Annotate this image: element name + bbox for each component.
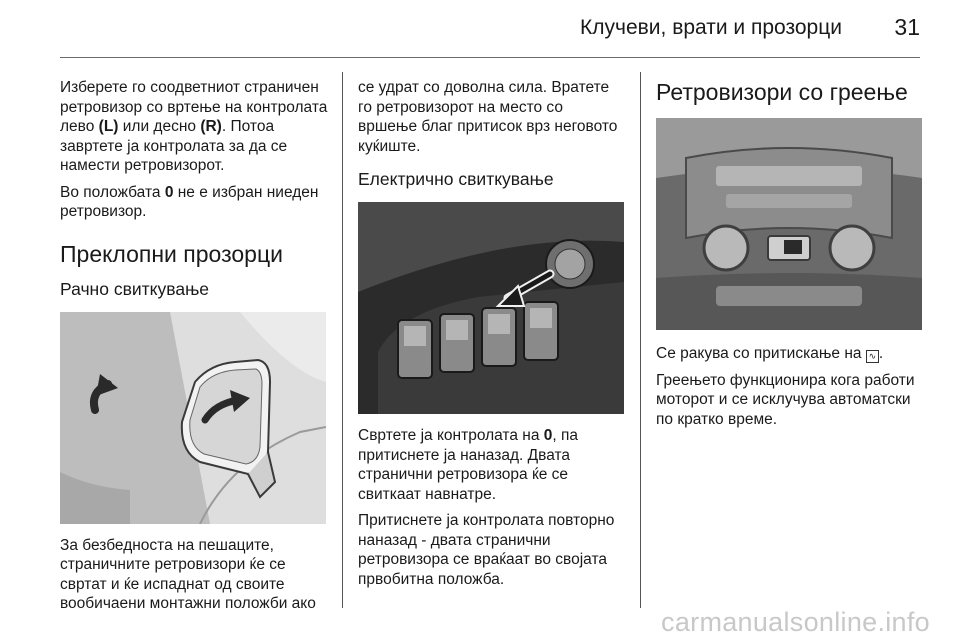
section-heading-heated-mirrors: Ретровизори со греење xyxy=(656,79,908,105)
subheading-manual-folding: Рачно свиткување xyxy=(60,278,210,299)
door-switch-panel-illustration xyxy=(358,202,624,414)
paragraph-heating-info: Греењето функционира кога работи моторот и се исклучува автоматски по кратко време. xyxy=(656,371,915,428)
column-2 xyxy=(358,78,626,596)
paragraph-turn-control: Свртете ја контролата на 0, па притиснете ја наназад. Двата странични ретровизора ќе се свиткаат навнатре. xyxy=(358,427,579,503)
chapter-title: Клучеви, врати и прозорци xyxy=(580,16,842,39)
paragraph-press-again: Притиснете ја контролата повторно наназад - двата странични ретровизора се враќаат во својата првобитна положба. xyxy=(358,512,615,588)
center-console-illustration xyxy=(656,118,922,330)
paragraph-pedestrian-safety: За безбедноста на пешаците, страничните ретровизори ќе се свртат и ќе испаднат од своите вообичаени монтажни положби ако xyxy=(60,536,316,612)
paragraph-return-mirror: се удрат со доволна сила. Вратете го ретровизорот на место со вршење благ притисок врз неговото куќиште. xyxy=(358,79,618,155)
column-3 xyxy=(656,78,924,436)
page-number: 31 xyxy=(894,14,920,40)
label-zero: 0 xyxy=(543,427,553,444)
column-1 xyxy=(60,78,328,621)
manual-fold-mirror-illustration xyxy=(60,312,326,524)
page-header xyxy=(0,0,960,58)
label-zero: 0 xyxy=(164,183,174,201)
header-rule xyxy=(60,57,920,58)
paragraph-press-button: Се ракува со притискање на ∿ . xyxy=(656,345,884,362)
rear-window-heater-icon: ∿ xyxy=(866,350,879,363)
section-heading-folding-mirrors: Преклопни прозорци xyxy=(60,240,283,267)
subheading-electric-folding: Електрично свиткување xyxy=(358,169,554,189)
paragraph-select-mirror: Изберете го соодветниот страничен ретровизор со вртење на контролата лево (L) или десно (R). Потоа завртете ја контролата за да се намести ретровизорот. xyxy=(60,79,328,174)
watermark: carmanualsonline.info xyxy=(661,607,930,637)
label-R: (R) xyxy=(200,118,222,135)
column-divider xyxy=(640,72,641,608)
label-L: (L) xyxy=(98,118,119,135)
paragraph-position-zero: Во положбата 0 не е избран ниеден ретровизор. xyxy=(60,183,319,220)
column-divider xyxy=(342,72,343,608)
